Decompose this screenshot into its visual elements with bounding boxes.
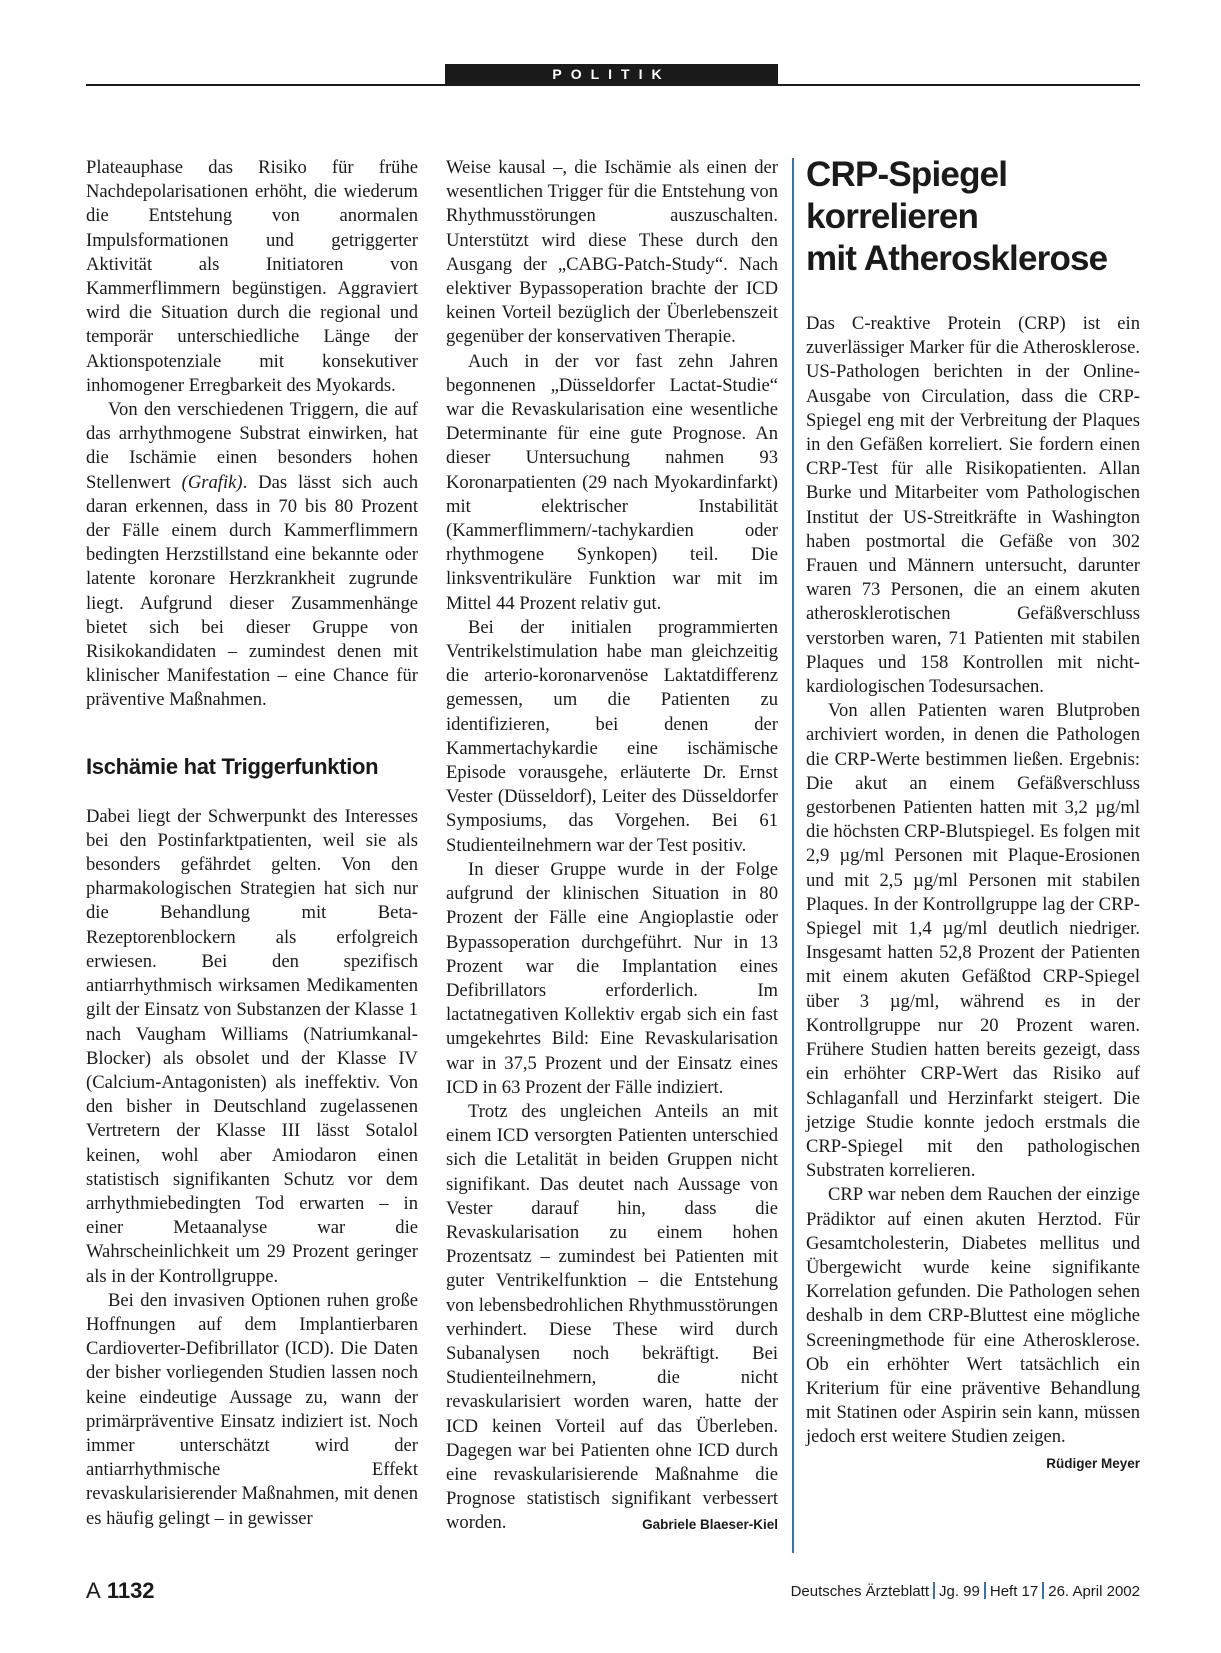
paragraph: Dabei liegt der Schwerpunkt des Interesses bei den Postinfarktpatienten, weil sie als besonders gefährdet gelten. Von den pharmakologischen Strategien hat sich nur die Behandlung mit Beta-Rezeptorenblockern als erfolgreich erwiesen. Bei den spezifisch antiarrhythmisch wirksamen Medikamenten gilt der Einsatz von Substanzen der Klasse 1 nach Vaugham Williams (Natriumkanal-Blocker) als obsolet und der Klasse IV (Calcium-Antagonisten) als ineffektiv. Von den bisher in Deutschland zugelassenen Vertretern der Klasse III lässt Sotalol keinen, wohl aber Amiodaron einen statistisch signifikanten Schutz vor dem arrhythmiebedingten Tod erwarten – in einer Metaanalyse war die Wahrscheinlichkeit um 29 Prozent geringer als in der Kontrollgruppe. xyxy=(86,805,418,1287)
paragraph: Bei den invasiven Optionen ruhen große Hoffnungen auf dem Implantierbaren Cardioverter-Defibrillator (ICD). Die Daten der bisher vorliegenden Studien lassen noch keine eindeutige Aussage zu, wann der primärpräventive Einsatz indiziert ist. Noch immer unterschätzt wird der antiarrhythmische Effekt revaskularisierender Maßnahmen, mit denen es häufig gelingt – in gewisser xyxy=(86,1289,418,1529)
article-title: CRP-Spiegel korrelieren mit Atherosklerose xyxy=(806,155,1108,278)
journal-name: Deutsches Ärzteblatt xyxy=(790,1583,929,1600)
paragraph: Trotz des ungleichen Anteils an mit einem ICD versorgten Patienten unterschied sich die Letalität in beiden Gruppen nicht signifikant. Das deutet nach Aussage von Vester darauf hin, dass die Revaskularisation zu einem hohen Prozentsatz – zumindest bei Patienten mit guter Ventrikelfunktion – die Entstehung von lebensbedrohlichen Rhythmusstörungen verhindert. Diese These wird durch Subanalysen noch bekräftigt. Bei Studienteilnehmern, die nicht revaskularisiert worden waren, hatte der ICD keinen Vorteil auf das Überleben. Dagegen war bei Patienten ohne ICD durch eine revaskularisierende Maßnahme die Prognose statistisch signifikant verbessert worden. Gabriele Blaeser-Kiel xyxy=(446,1100,778,1536)
paragraph: Plateauphase das Risiko für frühe Nachdepolarisationen erhöht, die wiederum die Entstehung von anormalen Impulsformationen und getriggerter Aktivität als Initiatoren von Kammerflimmern begünstigen. Aggraviert wird die Situation durch die regional und temporär unterschiedliche Länge der Aktionspotenziale mit konsekutiver inhomogener Erregbarkeit des Myokards. xyxy=(86,157,418,396)
subheading: Ischämie hat Triggerfunktion xyxy=(86,753,379,779)
sidebar-article xyxy=(806,156,1140,1476)
paragraph: Weise kausal –, die Ischämie als einen der wesentlichen Trigger für die Entstehung von Rhythmusstörungen auszuschalten. Unterstützt wird diese These durch den Ausgang der „CABG-Patch-Study“. Nach elektiver Bypassoperation brachte der ICD keinen Vorteil bezüglich der Überlebenszeit gegenüber der konservativen Therapie. xyxy=(446,157,778,348)
column-divider xyxy=(792,158,794,1553)
journal-issue: Heft 17 xyxy=(989,1583,1039,1600)
journal-date: 26. April 2002 xyxy=(1048,1583,1140,1600)
paragraph: Von den verschiedenen Triggern, die auf das arrhythmogene Substrat einwirken, hat die Ischämie einen besonders hohen Stellenwert (Grafik). Das lässt sich auch daran erkennen, dass in 70 bis 80 Prozent der Fälle einem durch Kammerflimmern bedingten Herzstillstand eine bekannte oder latente koronare Herzkrankheit zugrunde liegt. Aufgrund dieser Zusammenhänge bietet sich bei dieser Gruppe von Risikokandidaten – zumindest denen mit klinischer Manifestation – eine Chance für präventive Maßnahmen. xyxy=(86,399,418,711)
column-1 xyxy=(86,156,418,1531)
paragraph: Das C-reaktive Protein (CRP) ist ein zuverlässiger Marker für die Atherosklerose. US-Pathologen berichten in der Online-Ausgabe von Circulation, dass die CRP-Spiegel eng mit der Verbreitung der Plaques in den Gefäßen korreliert. Sie fordern einen CRP-Test für alle Risikopatienten. Allan Burke und Mitarbeiter vom Pathologischen Institut der US-Streitkräfte in Washington haben postmortal die Gefäße von 302 Frauen und Männern untersucht, darunter waren 73 Personen, die an einem akuten atherosklerotischen Gefäßverschluss verstorben waren, 71 Patienten mit stabilen Plaques und 158 Kontrollen mit nicht-kardiologischen Todesursachen. xyxy=(806,313,1140,698)
journal-volume: Jg. 99 xyxy=(939,1583,980,1600)
paragraph: Bei der initialen programmierten Ventrikelstimulation habe man gleichzeitig die arterio-koronarvenöse Laktatdifferenz gemessen, um die Patienten zu identifizieren, bei denen der Kammertachykardie eine ischämische Episode vorausgehe, erläuterte Dr. Ernst Vester (Düsseldorf), Leiter des Düsseldorfer Symposiums, das Vorgehen. Bei 61 Studienteilnehmern war der Test positiv. xyxy=(446,616,778,856)
author-byline: Rüdiger Meyer xyxy=(1046,1455,1140,1471)
figure-reference: (Grafik) xyxy=(181,471,243,493)
column-2 xyxy=(446,156,778,1538)
paragraph: Von allen Patienten waren Blutproben archiviert worden, in denen die Pathologen die CRP-Werte bestimmen ließen. Ergebnis: Die akut an einem Gefäßverschluss gestorbenen Patienten hatten mit 3,2 µg/ml die höchsten CRP-Blutspiegel. Es folgen mit 2,9 µg/ml Personen mit Plaque-Erosionen und mit 2,5 µg/ml Personen mit stabilen Plaques. In der Kontrollgruppe lag der CRP-Spiegel mit 1,4 µg/ml deutlich niedriger. Insgesamt hatten 52,8 Prozent der Patienten mit einem akuten Gefäßtod CRP-Spiegel über 3 µg/ml, während es in der Kontrollgruppe nur 20 Prozent waren. Frühere Studien hatten bereits gezeigt, dass ein erhöhter CRP-Wert das Risiko auf Schlaganfall und Herzinfarkt steigert. Die jetzige Studie konnte jedoch erstmals die CRP-Spiegel mit den pathologischen Substraten korrelieren. xyxy=(806,700,1140,1182)
paragraph: CRP war neben dem Rauchen der einzige Prädiktor auf einen akuten Herztod. Für Gesamtcholesterin, Diabetes mellitus und Übergewicht wurde keine signifikante Korrelation gefunden. Die Pathologen sehen deshalb in dem CRP-Bluttest eine mögliche Screeningmethode für eine Atherosklerose. Ob ein erhöhter Wert tatsächlich ein Kriterium für eine präventive Behandlung mit Statinen oder Aspirin sein kann, müssen jedoch erst weitere Studien zeigen. Rüdiger Meyer xyxy=(806,1183,1140,1449)
author-byline: Gabriele Blaeser-Kiel xyxy=(642,1517,778,1533)
journal-footer xyxy=(791,1582,1140,1600)
section-header: POLITIK xyxy=(445,64,778,84)
paragraph: Auch in der vor fast zehn Jahren begonnenen „Düsseldorfer Lactat-Studie“ war die Revaskularisation eine wesentliche Determinante für eine gute Prognose. An dieser Untersuchung nahmen 93 Koronarpatienten (29 nach Myokardinfarkt) mit elektrischer Instabilität (Kammerflimmern/-tachykardien oder rhythmogene Synkopen) teil. Die linksventrikuläre Funktion war mit im Mittel 44 Prozent relativ gut. xyxy=(446,350,778,614)
paragraph: In dieser Gruppe wurde in der Folge aufgrund der klinischen Situation in 80 Prozent der Fälle eine Angioplastie oder Bypassoperation durchgeführt. Nur in 13 Prozent war die Implantation eines Defibrillators erforderlich. Im lactatnegativen Kollektiv ergab sich ein fast umgekehrtes Bild: Eine Revaskularisation war in 37,5 Prozent und der Einsatz eines ICD in 63 Prozent der Fälle indiziert. xyxy=(446,858,778,1098)
page-number: A 1132 xyxy=(86,1578,155,1603)
header-rule xyxy=(86,84,1140,86)
